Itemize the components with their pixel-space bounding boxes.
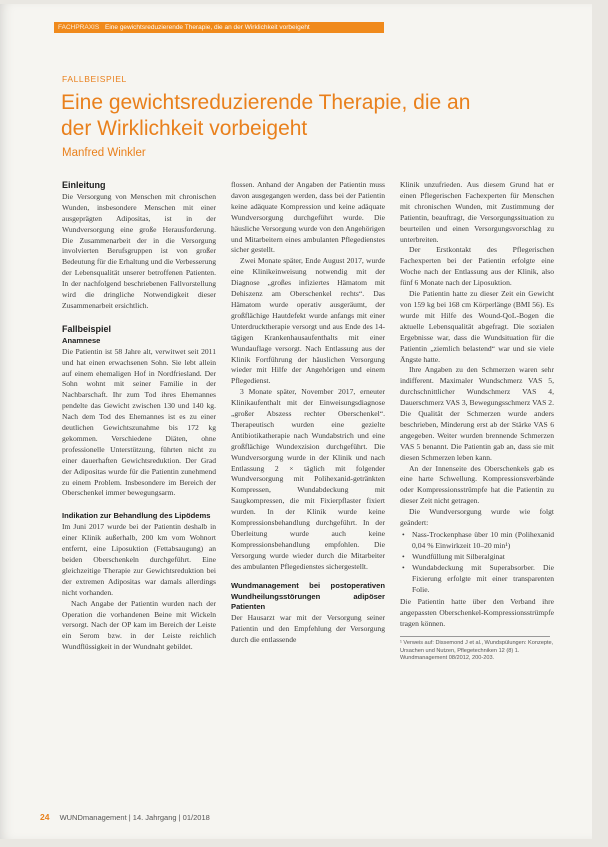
paragraph-col2-1: flossen. Anhand der Angaben der Patientin muss davon ausgegangen werden, dass bei der Patientin keine adäquate Kompression und keine adäquate Wundversorgung durchgeführt wurde. Die häusliche Versorgung wurde von den Angehörigen und Mitarbeitern eines ambulanten Pflegedienstes sicher gestellt. xyxy=(231,180,385,255)
paragraph-col3-5: An der Innenseite des Oberschenkels gab es eine harte Schwellung. Kompressionsverbände oder Kompressionsstrümpfe hat die Patientin zu dieser Zeit nicht getragen. xyxy=(400,463,554,506)
text-column-2 xyxy=(231,180,385,646)
wound-care-list xyxy=(400,530,554,595)
heading-einleitung: Einleitung xyxy=(62,180,106,190)
footnote-divider xyxy=(400,636,550,637)
paragraph-col2-3: 3 Monate später, November 2017, erneuter Klinikaufenthalt mit der Einweisungsdiagnose „großer Abszess rechter Oberschenkel“. Therapeutisch wurden eine gezielte Antibiotikatherapie nach Wundabstrich und eine großflächige Wundexzision durchgeführt. Die Wundversorgung wurde in der Klinik und nach Entlassung 2 × täglich mit folgender Wundversorgung mit Polihexanid-getränkten Kompressen, Wundabdeckung mit Saugkompressen, die mit Fixierpflaster fixiert wurden. In der Klinik wurde keine Kompressionsbehandlung durchgeführt. In der Überleitung wurde auch keine Kompressionsbehandlung empfohlen. Die Versorgung wurde wieder durch die Mitarbeiter des ambulanten Pflegedienstes sichergestellt. xyxy=(231,387,385,571)
paragraph-col3-7: Die Patientin hatte über den Verband ihre angepassten Oberschenkel-Kompressionsstrümpfe tragen können. xyxy=(400,597,554,629)
paragraph-einleitung: Die Versorgung von Menschen mit chronischen Wunden, insbesondere Menschen mit einer ausgeprägten Adipositas, ist in der Wundversorgung eine große Herausforderung. Die Zusammenarbeit der in die Versorgung involvierten Berufsgruppen ist von großer Bedeutung für die Erhaltung und die Verbesserung der Lebensqualität unserer betroffenen Patienten. In der nachfolgend beschriebenen Fallvorstellung wird die dringliche Notwendigkeit dieser Zusammenarbeit ersichtlich. xyxy=(62,191,216,310)
paragraph-col3-6: Die Wundversorgung wurde wie folgt geändert: xyxy=(400,507,554,528)
paragraph-col3-3: Die Patientin hatte zu dieser Zeit ein Gewicht von 159 kg bei 168 cm Körperlänge (BMI 56). Es wurde mit Hilfe des Wound-QoL-Bogen die aktuelle Lebensqualität abgefragt. Die sozialen Ergebnisse war, dass die Wundsituation für die Patientin „ziemlich belastend“ war und sie viele Ängste hatte. xyxy=(400,289,554,364)
list-item: • Wundabdeckung mit Superabsorber. Die Fixierung erfolgte mit einer transparenten Folie. xyxy=(410,563,554,596)
paragraph-indikation-2: Nach Angabe der Patientin wurden nach der Operation die vorhandenen Beine mit Wickeln versorgt. Nach der OP kam im Bereich der Leiste ein Serom bzw. in der Leiste reichlich Wundflüssigkeit in der Wundnaht gebildet. xyxy=(62,598,216,652)
heading-wundmanagement: Wundmanagement bei postoperativen Wundheilungsstörungen adipöser Patienten xyxy=(231,580,385,612)
page-number: 24 xyxy=(40,812,50,822)
footnote-reference: ¹ Verweis auf: Dissemond J et al., Wundspülungen: Konzepte, Ursachen und Nutzen, Pflegetechniken 12 (8) 1. Wundmanagement 08/2012, 200-203. xyxy=(400,640,554,661)
article-kicker: FALLBEISPIEL xyxy=(62,74,127,84)
heading-anamnese: Anamnese xyxy=(62,335,101,345)
paragraph-col2-4: Der Hausarzt war mit der Versorgung seiner Patientin und den Empfehlung der Versorgung durch die entlassende xyxy=(231,613,385,645)
page-footer xyxy=(40,812,210,822)
heading-indikation: Indikation zur Behandlung des Lipödems xyxy=(62,511,211,521)
paragraph-col3-4: Ihre Angaben zu den Schmerzen waren sehr indifferent. Maximaler Wundschmerz VAS 5, durchschnittlicher Wundschmerz VAS 4, Dauerschmerz VAS 3, Bewegungsschmerz VAS 2. Die Qualität der Schmerzen wurde anders beschrieben, Minderung erst ab der Stärke VAS 6 angegeben. Weiter wurden brennende Schmerzen VAS 5 benannt. Die Patientin gab an, dass sie mit diesen Schmerzen leben kann. xyxy=(400,365,554,462)
text-column-3 xyxy=(400,180,554,662)
text-column-1 xyxy=(62,180,216,653)
running-header xyxy=(54,22,384,33)
paragraph-indikation-1: Im Juni 2017 wurde bei der Patientin deshalb in einer Klinik außerhalb, 200 km vom Wohnort entfernt, eine Liposuktion (Fettabsaugung) an beiden Oberschenkeln durchgeführt. Eine gleichzeitige Therapie zur Gewichtsreduktion bei der extremen Adipositas war damals allerdings nicht vorhanden. xyxy=(62,522,216,597)
article-author: Manfred Winkler xyxy=(62,147,146,159)
journal-page xyxy=(0,4,592,839)
paragraph-col3-2: Der Erstkontakt des Pflegerischen Fachexperten bei der Patientin erfolgte eine Woche nach der Entlassung aus der Klinik, also fünf 6 Monate nach der Liposuktion. xyxy=(400,245,554,288)
paragraph-anamnese: Die Patientin ist 58 Jahre alt, verwitwet seit 2011 und hat einen erwachsenen Sohn. Sie lebt allein auf einem ehemaligen Hof in Nordfriesland. Der Sohn wohnt mit seiner Familie in der Nachbarschaft. Ihr zum Tod ihres Ehemannes pendelte das Gewicht zwischen 130 und 140 kg. Nach dem Tod des Ehemannes ist es zu einer deutlichen Gewichtszunahme bis 172 kg gekommen. Verschiedene Diäten, ohne professionelle Unterstützung, führten nicht zu einer dauerhaften Gewichtsreduktion. Der Grad der Adipositas wurde für die Patientin zunehmend zu einem Problem. Insbesondere im Bereich der Oberschenkel immer bewegungsarm. xyxy=(62,346,216,498)
paragraph-col2-2: Zwei Monate später, Ende August 2017, wurde eine Klinikeinweisung notwendig mit der Diagnose „großes infiziertes Hämatom mit Dehiszenz am Oberschenkel rechts“. Das Hämatom wurde operativ ausgeräumt, der großflächige Hautdefekt wurde anfangs mit einer Unterdrucktherapie versorgt und aus Ende des 14-tägigen Krankenhausaufenthalts mit einer Wundauflage versorgt. Nach Entlassung aus der Klinik Fortführung der häuslichen Versorgung wieder mit Hilfe der Angehörigen und einem Pflegedienst. xyxy=(231,256,385,386)
list-item: • Nass-Trockenphase über 10 min (Polihexanid 0,04 % Einwirkzeit 10–20 min¹) xyxy=(410,530,554,552)
list-item: • Wundfüllung mit Silberalginat xyxy=(410,552,554,563)
paragraph-col3-1: Klinik unzufrieden. Aus diesem Grund hat er einen Pflegerischen Fachexperten für Menschen mit chronischen Wunden, mit Zustimmung der Patientin, beauftragt, die Versorgungssituation zu beurteilen und einen Versorgungsvorschlag zu unterbreiten. xyxy=(400,180,554,244)
running-header-section: FACHPRAXIS xyxy=(58,24,100,31)
journal-issue: WUNDmanagement | 14. Jahrgang | 01/2018 xyxy=(59,813,210,822)
article-title: Eine gewichtsreduzierende Therapie, die an der Wirklichkeit vorbeigeht xyxy=(61,91,471,140)
running-header-title: Eine gewichtsreduzierende Therapie, die an der Wirklichkeit vorbeigeht xyxy=(105,24,310,31)
heading-fallbeispiel: Fallbeispiel xyxy=(62,323,112,334)
